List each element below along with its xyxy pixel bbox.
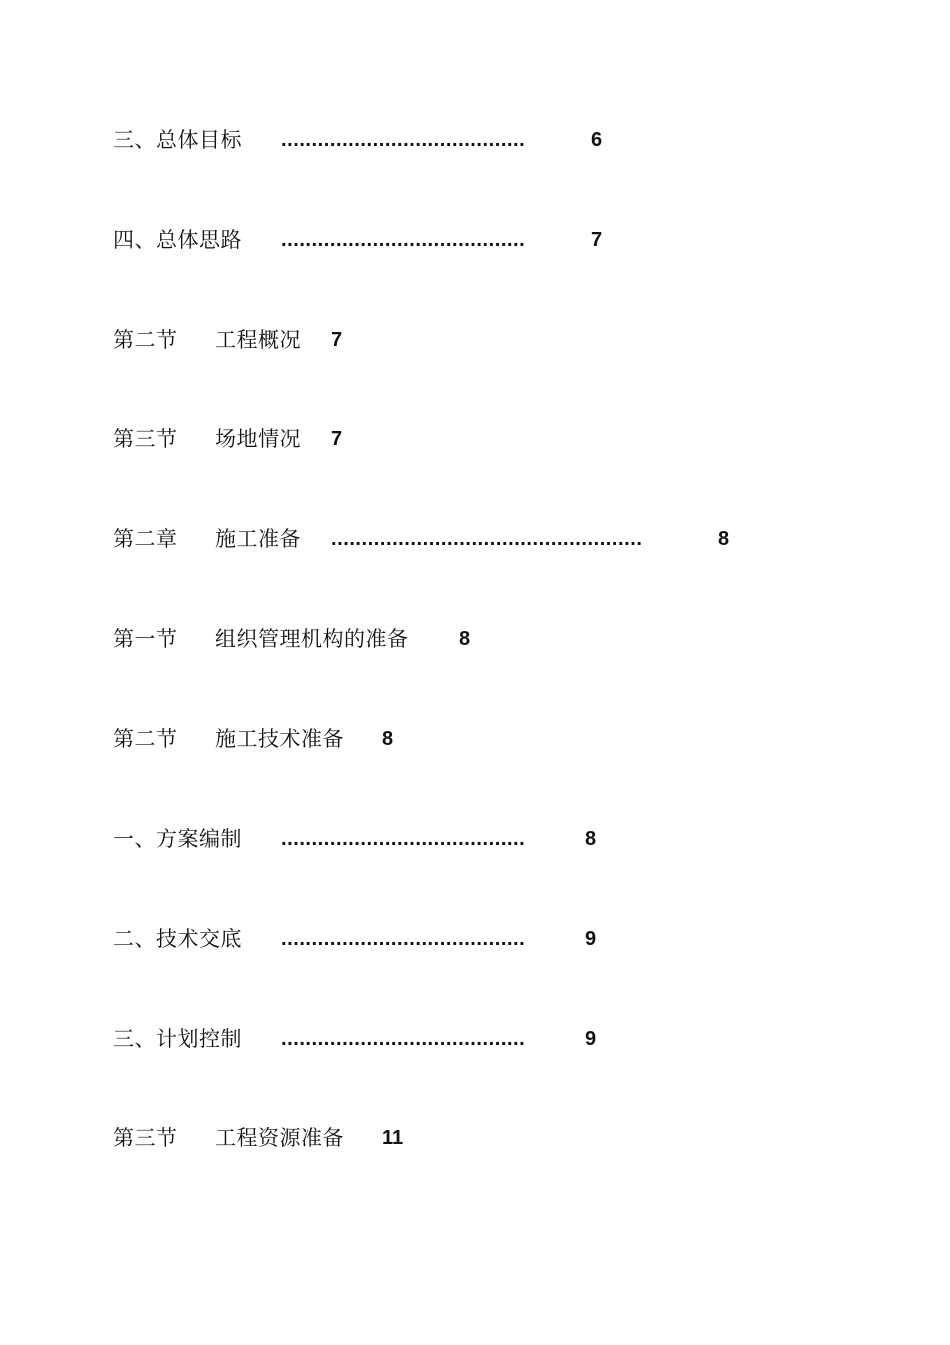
- toc-entry-title: 组织管理机构的准备: [215, 627, 409, 651]
- toc-entry-page-number: 7: [331, 428, 343, 450]
- toc-entry-label: 三、计划控制: [113, 1027, 242, 1051]
- toc-entry-label: 三、总体目标: [113, 128, 242, 152]
- toc-entry-label: 一、方案编制: [113, 827, 242, 851]
- toc-entry-page-number: 8: [718, 528, 730, 550]
- toc-entry-page-number: 6: [591, 129, 603, 151]
- toc-entry-label: 第二节: [113, 727, 178, 751]
- toc-entry-label: 四、总体思路: [113, 228, 242, 252]
- toc-entry-title: 工程资源准备: [215, 1126, 344, 1150]
- toc-entry-leader: ........................................: [281, 1028, 526, 1050]
- toc-entry-page-number: 8: [382, 728, 394, 750]
- toc-entry-leader: ...................................................: [331, 528, 643, 550]
- toc-entry-label: 二、技术交底: [113, 927, 242, 951]
- toc-entry-title: 场地情况: [215, 427, 301, 451]
- toc-entry-label: 第三节: [113, 1126, 178, 1150]
- toc-entry-leader: ........................................: [281, 229, 526, 251]
- toc-entry-page-number: 8: [459, 628, 471, 650]
- toc-entry-label: 第三节: [113, 427, 178, 451]
- toc-entry-page-number: 9: [585, 1028, 597, 1050]
- toc-entry-page-number: 7: [331, 329, 343, 351]
- toc-entry-title: 工程概况: [215, 328, 301, 352]
- toc-entry-label: 第一节: [113, 627, 178, 651]
- toc-entry-label: 第二节: [113, 328, 178, 352]
- toc-entry-page-number: 9: [585, 928, 597, 950]
- toc-entry-page-number: 11: [382, 1127, 404, 1149]
- toc-entry-leader: ........................................: [281, 828, 526, 850]
- toc-entry-title: 施工准备: [215, 527, 301, 551]
- toc-entry-title: 施工技术准备: [215, 727, 344, 751]
- toc-entry-leader: ........................................: [281, 928, 526, 950]
- toc-entry-label: 第二章: [113, 527, 178, 551]
- toc-entry-page-number: 7: [591, 229, 603, 251]
- toc-entry-page-number: 8: [585, 828, 597, 850]
- toc-entry-leader: ........................................: [281, 129, 526, 151]
